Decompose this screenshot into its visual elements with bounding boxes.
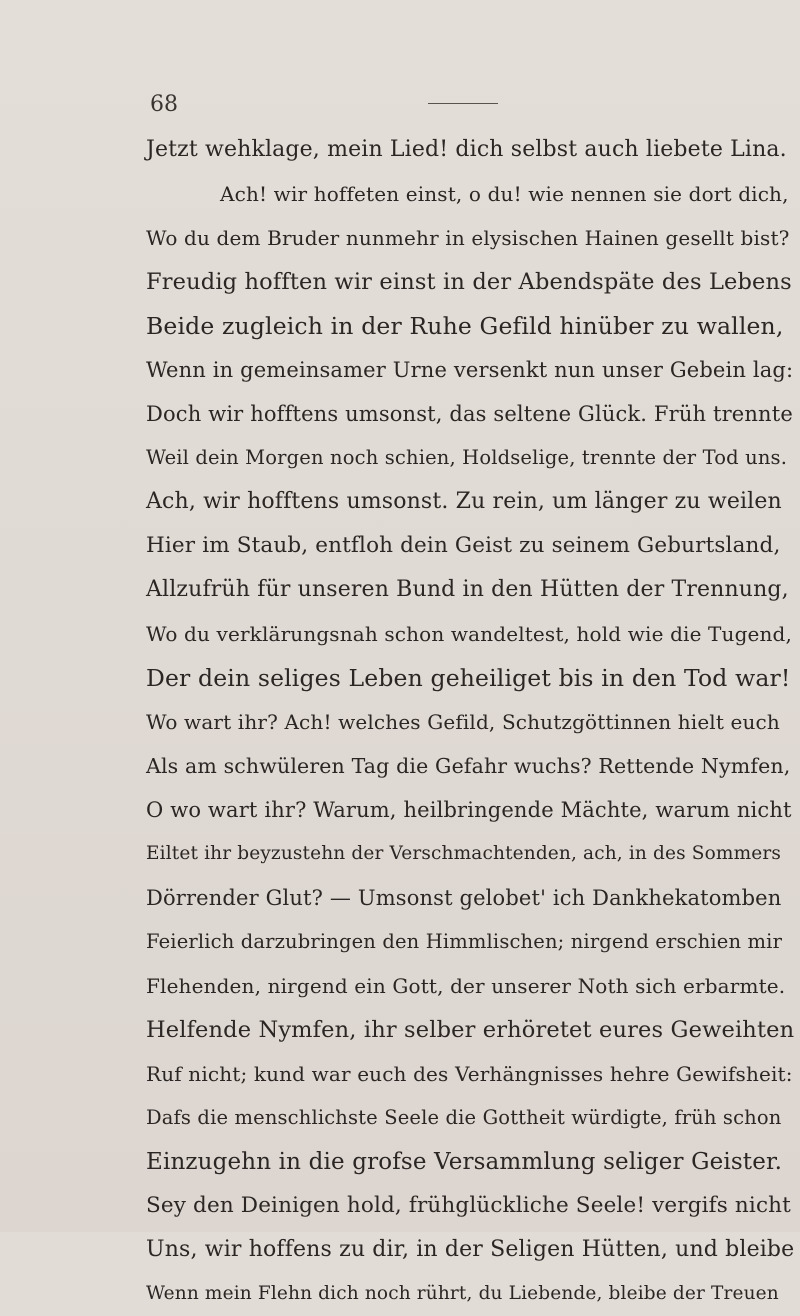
verse-line: Wenn in gemeinsamer Urne versenkt nun unser Gebein lag:	[146, 358, 794, 382]
verse-line: Der dein seliges Leben geheiliget bis in den Tod war!	[146, 664, 791, 692]
verse-line: Wo du dem Bruder nunmehr in elysischen Hainen gesellt bist?	[146, 226, 790, 250]
verse-line: Freudig hofften wir einst in der Abendspäte des Lebens	[146, 269, 792, 295]
verse-line: Weil dein Morgen noch schien, Holdselige, trennte der Tod uns.	[146, 446, 788, 469]
verse-line: Wenn mein Flehn dich noch rührt, du Liebende, bleibe der Treuen	[146, 1283, 779, 1304]
poem-text	[146, 128, 795, 1316]
verse-line: Hier im Staub, entfloh dein Geist zu seinem Geburtsland,	[146, 533, 781, 558]
page-number: 68	[150, 92, 178, 117]
header-rule	[428, 103, 498, 104]
verse-line: Beide zugleich in der Ruhe Gefild hinüber zu wallen,	[146, 312, 784, 340]
verse-line: Dörrender Glut? — Umsonst gelobet' ich Dankhekatomben	[146, 886, 782, 910]
verse-line: Doch wir hofftens umsonst, das seltene Glück. Früh trennte	[146, 402, 793, 426]
verse-line: Ach! wir hoffeten einst, o du! wie nennen sie dort dich,	[220, 182, 789, 206]
verse-line: O wo wart ihr? Warum, heilbringende Mächte, warum nicht	[146, 798, 792, 822]
verse-line: Feierlich darzubringen den Himmlischen; nirgend erschien mir	[146, 930, 783, 953]
verse-line: Eiltet ihr beyzustehn der Verschmachtenden, ach, in des Sommers	[146, 843, 782, 864]
verse-line: Wo wart ihr? Ach! welches Gefild, Schutzgöttinnen hielt euch	[146, 710, 780, 734]
verse-line: Einzugehn in die grofse Versammlung seliger Geister.	[146, 1149, 783, 1175]
verse-line: Ach, wir hofftens umsonst. Zu rein, um länger zu weilen	[146, 489, 782, 514]
verse-line: Helfende Nymfen, ihr selber erhöretet eures Geweihten	[146, 1017, 795, 1043]
verse-line: Jetzt wehklage, mein Lied! dich selbst auch liebete Lina.	[146, 137, 787, 162]
verse-line: Flehenden, nirgend ein Gott, der unserer Noth sich erbarmte.	[146, 974, 786, 998]
verse-line: Als am schwüleren Tag die Gefahr wuchs? Rettende Nymfen,	[146, 754, 791, 778]
verse-line: Sey den Deinigen hold, frühglückliche Seele! vergifs nicht	[146, 1193, 791, 1218]
verse-line: Dafs die menschlichste Seele die Gottheit würdigte, früh schon	[146, 1106, 782, 1129]
verse-line: Wo du verklärungsnah schon wandeltest, hold wie die Tugend,	[146, 622, 793, 646]
verse-line: Uns, wir hoffens zu dir, in der Seligen Hütten, und bleibe	[146, 1237, 795, 1262]
verse-line: Ruf nicht; kund war euch des Verhängnisses hehre Gewifsheit:	[146, 1062, 793, 1086]
verse-line: Allzufrüh für unseren Bund in den Hütten der Trennung,	[146, 577, 789, 602]
